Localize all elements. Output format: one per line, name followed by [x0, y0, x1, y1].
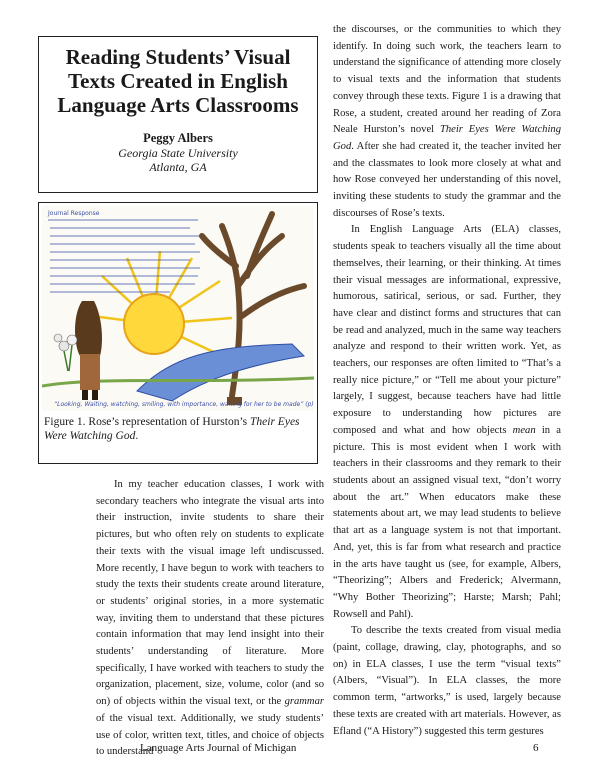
- caption-suffix: .: [135, 429, 139, 442]
- paragraph: [333, 222, 561, 623]
- paragraph-text: of the visual text. Additionally, we study students’ use of color, written text, titles, and choice of objects to understand: [96, 712, 324, 758]
- drawing-caption-handwriting: “Looking, Waiting, watching, smiling, with importance, waiting for her to be made” (p): [54, 401, 314, 408]
- right-column: [333, 22, 561, 740]
- caption-book-title: Their Eyes Were Watching God: [44, 416, 300, 442]
- figure-1: [38, 202, 318, 464]
- figure-caption: [44, 416, 312, 443]
- paragraph: [96, 477, 324, 761]
- article-title: Reading Students’ Visual Texts Created in English Language Arts Classrooms: [57, 45, 299, 117]
- left-column: [96, 477, 324, 761]
- paragraph: [333, 22, 561, 222]
- paragraph-text: the discourses, or the communities to which they identify. In doing such work, the teachers learn to understand the significance of attending more closely to visual texts and the information that students convey through these texts. Figure 1 is a drawing that Rose, a student, created around her reading of Zora Neale Hurston’s novel: [333, 24, 561, 136]
- sun-shape: [124, 294, 184, 354]
- author-location: Atlanta, GA: [149, 160, 207, 174]
- paragraph-text: In my teacher education classes, I work with secondary teachers who integrate the visual arts into their instruction, invite students to share their pictures, but who often rely on students to explicate their texts with the visual image left undiscussed. More recently, I have begun to work with teachers to study the texts their students create around literature, or students’ original stories, in a more systematic way, inviting them to understand that these pictures contain information that may lend insight into their students’ understanding of literature. More specifically, I have worked with teachers to study the organization, placement, size, volume, color (and so on) of objects within the visual text, or the: [96, 479, 324, 708]
- emphasis-text: mean: [512, 424, 536, 436]
- journal-footer: Language Arts Journal of Michigan: [140, 742, 297, 754]
- author-affiliation: Georgia State University: [118, 146, 238, 160]
- drawing-label: Journal Response: [48, 210, 100, 217]
- title-box: [38, 36, 318, 193]
- student-drawing: [42, 206, 314, 411]
- page-number: 6: [533, 742, 539, 754]
- emphasis-text: grammar: [284, 696, 324, 708]
- paragraph-text: in a picture. This is most evident when I work with teachers in their classrooms and they remark to their students about an assigned visual text, “don’t worry about the art.” When educators make these statements about art, we may lead students to believe that art as a language system is not that important. And, yet, this is far from what research and practice in the arts have taught us (see, for example, Albers, “Theorizing”; Albers and Frederick; Alvermann, “Why Bother Theorizing”; Harste; Marsh; Pahl; Rowsell and Pahl).: [333, 424, 561, 620]
- paragraph: To describe the texts created from visual media (paint, collage, drawing, clay, photographs, and so on) in ELA classes, I use the term “visual texts” (Albers, “Visual”). In ELA classes, the more common term, “artworks,” is used, largely because these texts are created with art materials. However, as Efland (“A History”) suggested this term gestures: [333, 625, 561, 737]
- paragraph-text: In English Language Arts (ELA) classes, students speak to teachers visually all the time about themselves, their learning, or their thinking. At times their visual messages are informational, expressive, humorous, satirical, serious, or sad. Further, they have clear and distinct forms and structures that can be read and analyzed, much in the same way teachers analyze and respond to their written work. Yet, as teachers, our responses are often limited to “That’s a really nice picture,” or “Tell me about your picture” largely, I suggest, because teachers have had little exposure to understanding how pictures are composed and what and how objects: [333, 224, 561, 436]
- caption-prefix: Figure 1. Rose’s representation of Hurston’s: [44, 416, 251, 428]
- emphasis-text: Their Eyes Were Watching God: [333, 124, 561, 152]
- author-name: Peggy Albers: [143, 131, 213, 145]
- paragraph-text: . After she had created it, the teacher invited her and the classmates to look more closely at what and how Rose conveyed her understanding of this novel, inviting these students to study the grammar and the discourses of Rose’s texts.: [333, 140, 561, 219]
